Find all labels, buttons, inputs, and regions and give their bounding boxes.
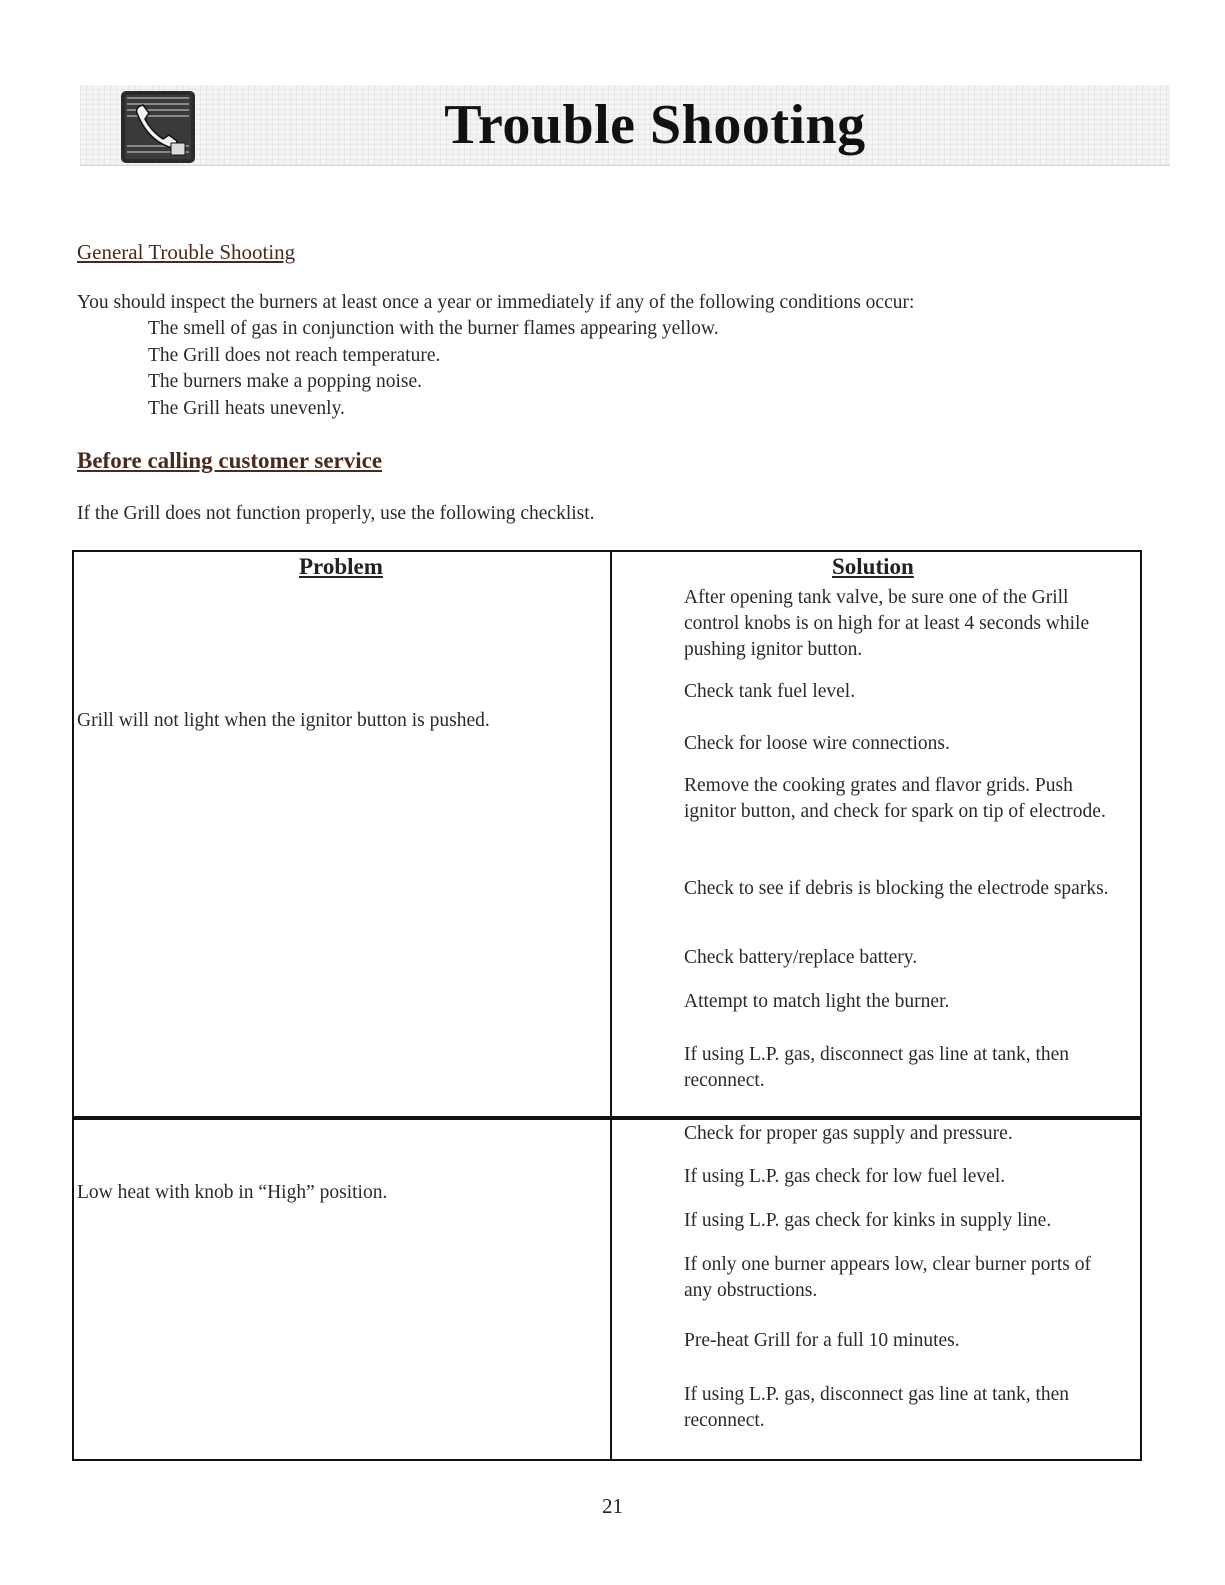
general-troubleshooting-heading: General Trouble Shooting [77, 240, 296, 264]
solution-item: If using L.P. gas check for kinks in supply line. [684, 1210, 1052, 1231]
title-banner [80, 85, 1170, 166]
page-number: 21 [602, 1494, 623, 1518]
solution-item: Check battery/replace battery. [684, 947, 918, 968]
solution-item: Check tank fuel level. [684, 681, 856, 702]
condition-item: The Grill heats unevenly. [148, 397, 345, 419]
solution-item: If using L.P. gas check for low fuel level. [684, 1166, 1006, 1187]
column-divider [610, 552, 612, 1459]
problem-cell: Low heat with knob in “High” position. [77, 1182, 388, 1203]
solution-item: Attempt to match light the burner. [684, 991, 950, 1012]
solution-item: If only one burner appears low, clear burner ports of any obstructions. [684, 1254, 1091, 1301]
solution-item: Check for loose wire connections. [684, 733, 950, 754]
condition-item: The smell of gas in conjunction with the burner flames appearing yellow. [148, 318, 719, 339]
solution-item: If using L.P. gas, disconnect gas line at tank, then reconnect. [684, 1384, 1070, 1431]
row-divider [74, 1116, 1140, 1120]
general-intro: You should inspect the burners at least once a year or immediately if any of the following conditions occur: [77, 292, 915, 313]
checklist-intro: If the Grill does not function properly, use the following checklist. [77, 503, 595, 524]
solution-item: If using L.P. gas, disconnect gas line at tank, then reconnect. [684, 1044, 1070, 1091]
before-calling-heading: Before calling customer service [77, 448, 383, 473]
problem-column-header: Problem [299, 554, 383, 579]
page-title: Trouble Shooting [444, 94, 866, 156]
solution-item: Check for proper gas supply and pressure. [684, 1123, 1013, 1144]
troubleshooting-table [72, 550, 1142, 1461]
solution-column-header: Solution [832, 554, 914, 579]
solution-item: Check to see if debris is blocking the electrode sparks. [684, 878, 1109, 899]
conditions-list [148, 316, 719, 422]
condition-item: The Grill does not reach temperature. [148, 344, 441, 366]
solution-item: Pre-heat Grill for a full 10 minutes. [684, 1330, 960, 1351]
condition-item: The burners make a popping noise. [148, 371, 423, 392]
solution-item: Remove the cooking grates and flavor grids. Push ignitor button, and check for spark on tip of electrode. [684, 775, 1106, 822]
solution-item: After opening tank valve, be sure one of the Grill control knobs is on high for at least 4 seconds while pushing ignitor button. [684, 587, 1090, 660]
problem-cell: Grill will not light when the ignitor button is pushed. [77, 710, 490, 731]
